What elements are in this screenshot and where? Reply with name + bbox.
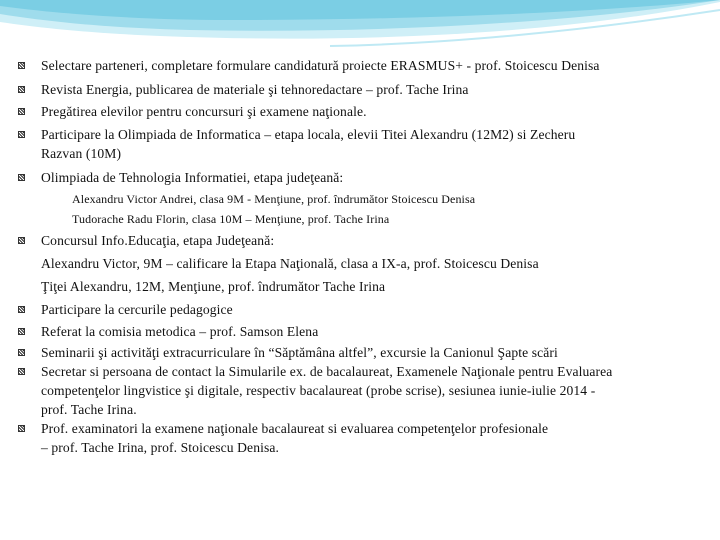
list-item: Selectare parteneri, completare formulare candidatură proiecte ERASMUS+ - prof. Stoicescu Denisa: [41, 58, 600, 73]
list-item-continuation: prof. Tache Irina.: [41, 402, 137, 417]
bullet-icon: [18, 62, 24, 68]
list-item-continuation: Alexandru Victor, 9M – calificare la Etapa Naţională, clasa a IX-a, prof. Stoicescu Denisa: [41, 256, 539, 271]
bullet-icon: [18, 108, 24, 114]
list-item: Pregătirea elevilor pentru concursuri şi examene naţionale.: [41, 104, 367, 119]
bullet-icon: [18, 174, 24, 180]
bullet-icon: [18, 349, 24, 355]
list-item: Olimpiada de Tehnologia Informatiei, etapa judeţeană:: [41, 170, 344, 185]
bullet-icon: [18, 328, 24, 334]
bullet-icon: [18, 368, 24, 374]
decorative-wave: [0, 0, 720, 60]
list-item: Revista Energia, publicarea de materiale şi tehnoredactare – prof. Tache Irina: [41, 82, 469, 97]
sub-item: Tudorache Radu Florin, clasa 10M – Menţiune, prof. Tache Irina: [72, 212, 390, 226]
list-item: Prof. examinatori la examene naţionale bacalaureat si evaluarea competenţelor profesionale: [41, 421, 549, 436]
list-item-continuation: – prof. Tache Irina, prof. Stoicescu Denisa.: [41, 440, 279, 455]
list-item-continuation: Razvan (10M): [41, 146, 122, 161]
list-item-continuation: competenţelor lingvistice şi digitale, respectiv bacalaureat (probe scrise), sesiunea iunie-iulie 2014 -: [41, 383, 596, 398]
bullet-icon: [18, 131, 24, 137]
list-item: Participare la cercurile pedagogice: [41, 302, 233, 317]
sub-item: Alexandru Victor Andrei, clasa 9M - Menţiune, prof. îndrumător Stoicescu Denisa: [72, 192, 476, 206]
list-item: Referat la comisia metodica – prof. Samson Elena: [41, 324, 319, 339]
list-item: Participare la Olimpiada de Informatica – etapa locala, elevii Titei Alexandru (12M2) si Zecheru: [41, 127, 576, 142]
bullet-icon: [18, 306, 24, 312]
list-item: Concursul Info.Educaţia, etapa Judeţeană:: [41, 233, 275, 248]
bullet-icon: [18, 86, 24, 92]
bullet-icon: [18, 425, 24, 431]
list-item-continuation: Ţiţei Alexandru, 12M, Menţiune, prof. îndrumător Tache Irina: [41, 279, 386, 294]
list-item: Secretar si persoana de contact la Simularile ex. de bacalaureat, Examenele Naţionale pentru Evaluarea: [41, 364, 613, 379]
list-item: Seminarii şi activităţi extracurriculare în “Săptămâna altfel”, excursie la Canionul Şapte scări: [41, 345, 558, 360]
bullet-icon: [18, 237, 24, 243]
